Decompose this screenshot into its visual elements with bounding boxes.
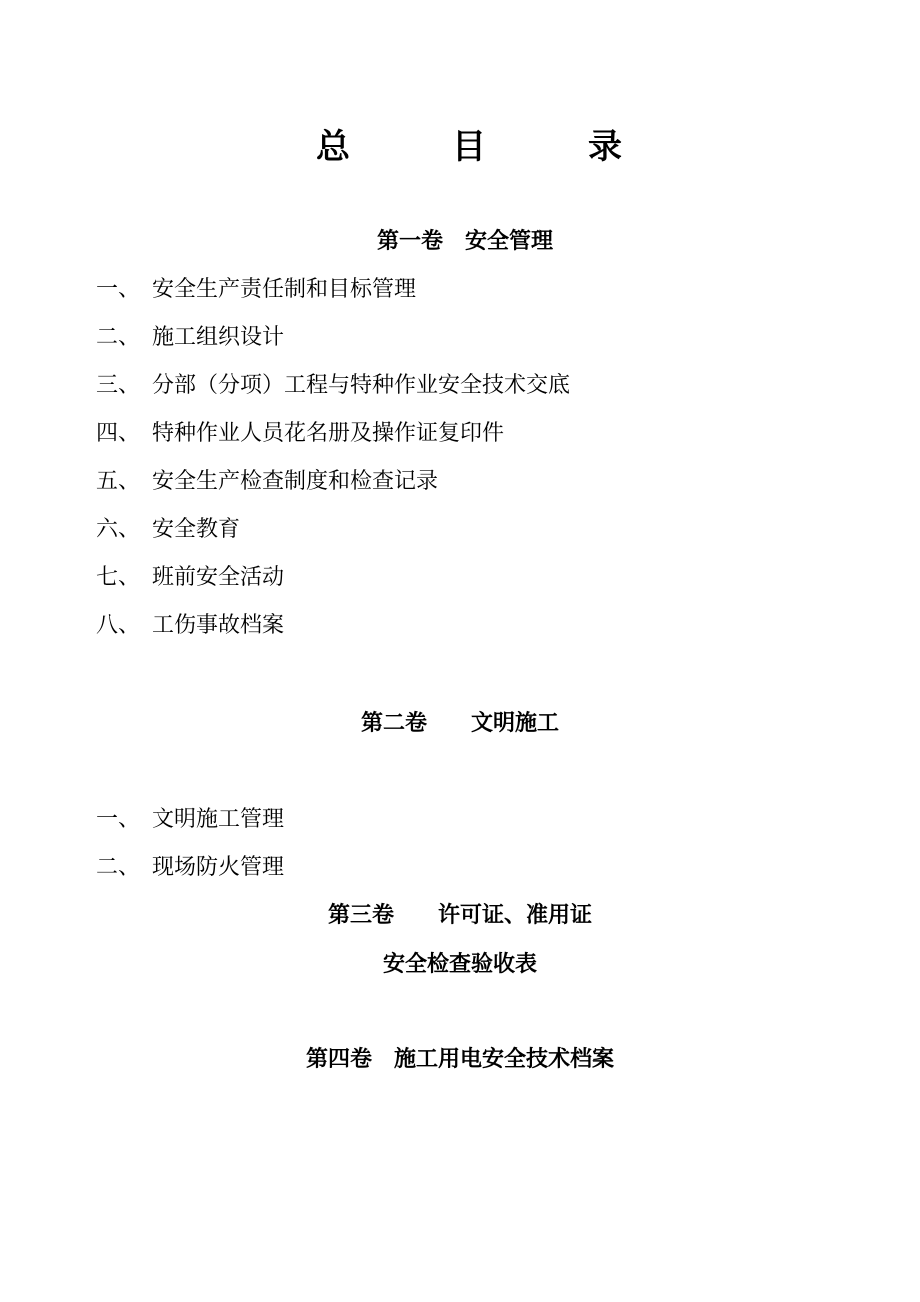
volume-3-heading: 第三卷 许可证、准用证	[327, 903, 592, 928]
volume-4-heading: 第四卷 施工用电安全技术档案	[305, 1047, 614, 1072]
toc-item-number: 二、	[96, 325, 141, 350]
toc-item-number: 四、	[96, 421, 141, 446]
toc-item-text: 安全教育	[152, 517, 241, 542]
toc-item	[96, 419, 504, 449]
toc-item-number: 八、	[96, 613, 141, 638]
volume-3-subheading: 安全检查验收表	[382, 952, 537, 977]
volume-1-heading: 第一卷 安全管理	[376, 229, 553, 254]
toc-item	[96, 323, 284, 353]
toc-item-text: 安全生产责任制和目标管理	[152, 277, 417, 302]
title-char-3: 录	[588, 127, 622, 167]
toc-item	[96, 515, 240, 545]
toc-item-text: 现场防火管理	[152, 855, 285, 880]
toc-item-text: 施工组织设计	[152, 325, 285, 350]
toc-item-text: 班前安全活动	[152, 565, 285, 590]
toc-item	[96, 467, 438, 497]
toc-item-text: 安全生产检查制度和检查记录	[152, 469, 439, 494]
toc-item	[96, 275, 416, 305]
toc-item-number: 三、	[96, 373, 141, 398]
volume-2-heading: 第二卷 文明施工	[360, 711, 559, 736]
toc-item-number: 二、	[96, 855, 141, 880]
toc-item	[96, 805, 284, 835]
toc-item	[96, 853, 284, 883]
toc-item	[96, 371, 570, 401]
toc-item	[96, 611, 284, 641]
title-char-1: 总	[316, 127, 350, 167]
toc-item-number: 六、	[96, 517, 141, 542]
title-char-2: 目	[452, 127, 486, 167]
toc-item-text: 分部（分项）工程与特种作业安全技术交底	[152, 373, 571, 398]
toc-item-number: 五、	[96, 469, 141, 494]
toc-item-text: 工伤事故档案	[152, 613, 285, 638]
toc-item-text: 文明施工管理	[152, 807, 285, 832]
toc-item-number: 七、	[96, 565, 141, 590]
toc-item-text: 特种作业人员花名册及操作证复印件	[152, 421, 505, 446]
document-title	[0, 122, 920, 172]
toc-item-number: 一、	[96, 277, 141, 302]
toc-item-number: 一、	[96, 807, 141, 832]
toc-item	[96, 563, 284, 593]
